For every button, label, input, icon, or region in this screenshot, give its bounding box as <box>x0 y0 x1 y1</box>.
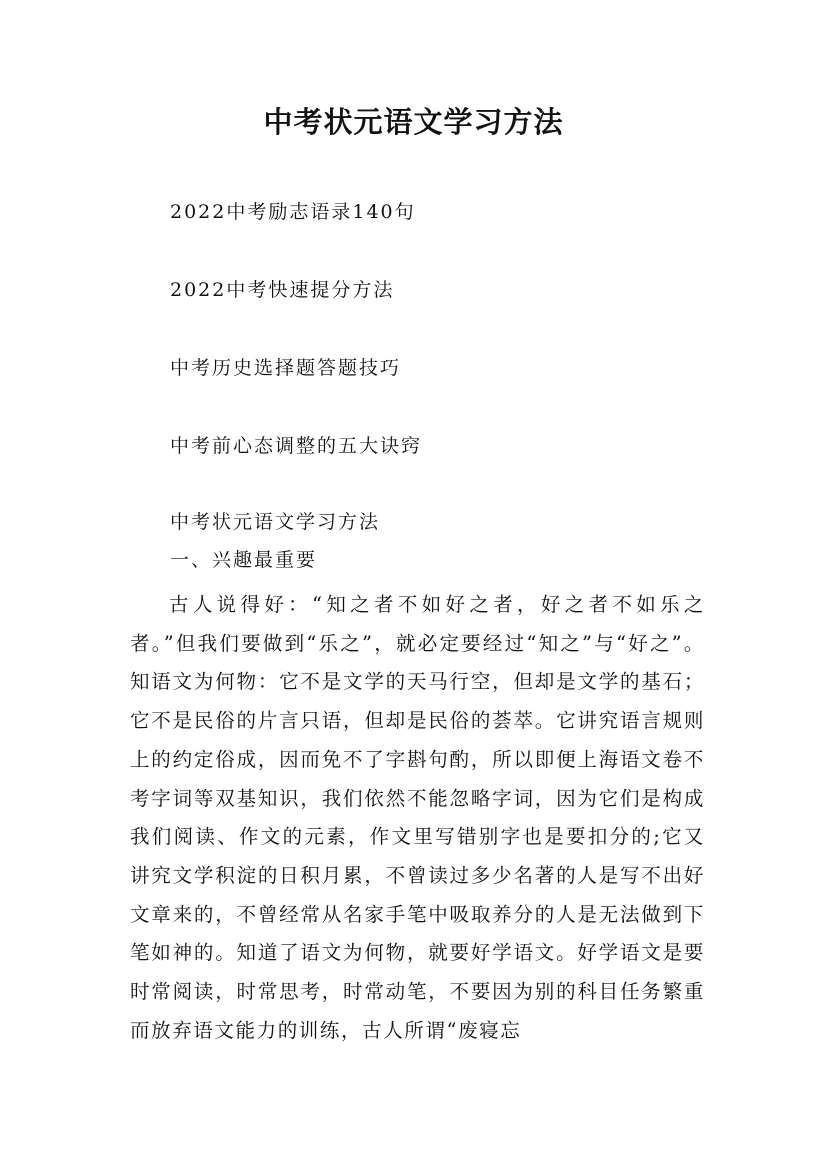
related-link[interactable]: 2022中考励志语录140句 <box>170 201 416 223</box>
related-link[interactable]: 中考历史选择题答题技巧 <box>170 357 402 379</box>
document-title: 中考状元语文学习方法 <box>263 105 564 139</box>
related-link[interactable]: 中考前心态调整的五大诀窍 <box>170 435 423 457</box>
related-links-list <box>170 200 422 512</box>
article-subtitle: 中考状元语文学习方法 <box>170 511 381 533</box>
related-link[interactable]: 2022中考快速提分方法 <box>170 279 395 301</box>
section-heading: 一、兴趣最重要 <box>170 549 318 571</box>
body-paragraph: 古人说得好：“知之者不如好之者，好之者不如乐之者。”但我们要做到“乐之”，就必定要经过“知之”与“好之”。知语文为何物：它不是文学的天马行空，但却是文学的基石；它不是民俗的片言只语，但却是民俗的荟萃。它讲究语言规则上的约定俗成，因而免不了字斟句酌，所以即便上海语文卷不考字词等双基知识，我们依然不能忽略字词，因为它们是构成我们阅读、作文的元素，作文里写错别字也是要扣分的;它又讲究文学积淀的日积月累，不曾读过多少名著的人是写不出好文章来的，不曾经常从名家手笔中吸取养分的人是无法做到下笔如神的。知道了语文为何物，就要好学语文。好学语文是要时常阅读，时常思考，时常动笔，不要因为别的科目任务繁重而放弃语文能力的训练，古人所谓“废寝忘 <box>130 593 705 1042</box>
